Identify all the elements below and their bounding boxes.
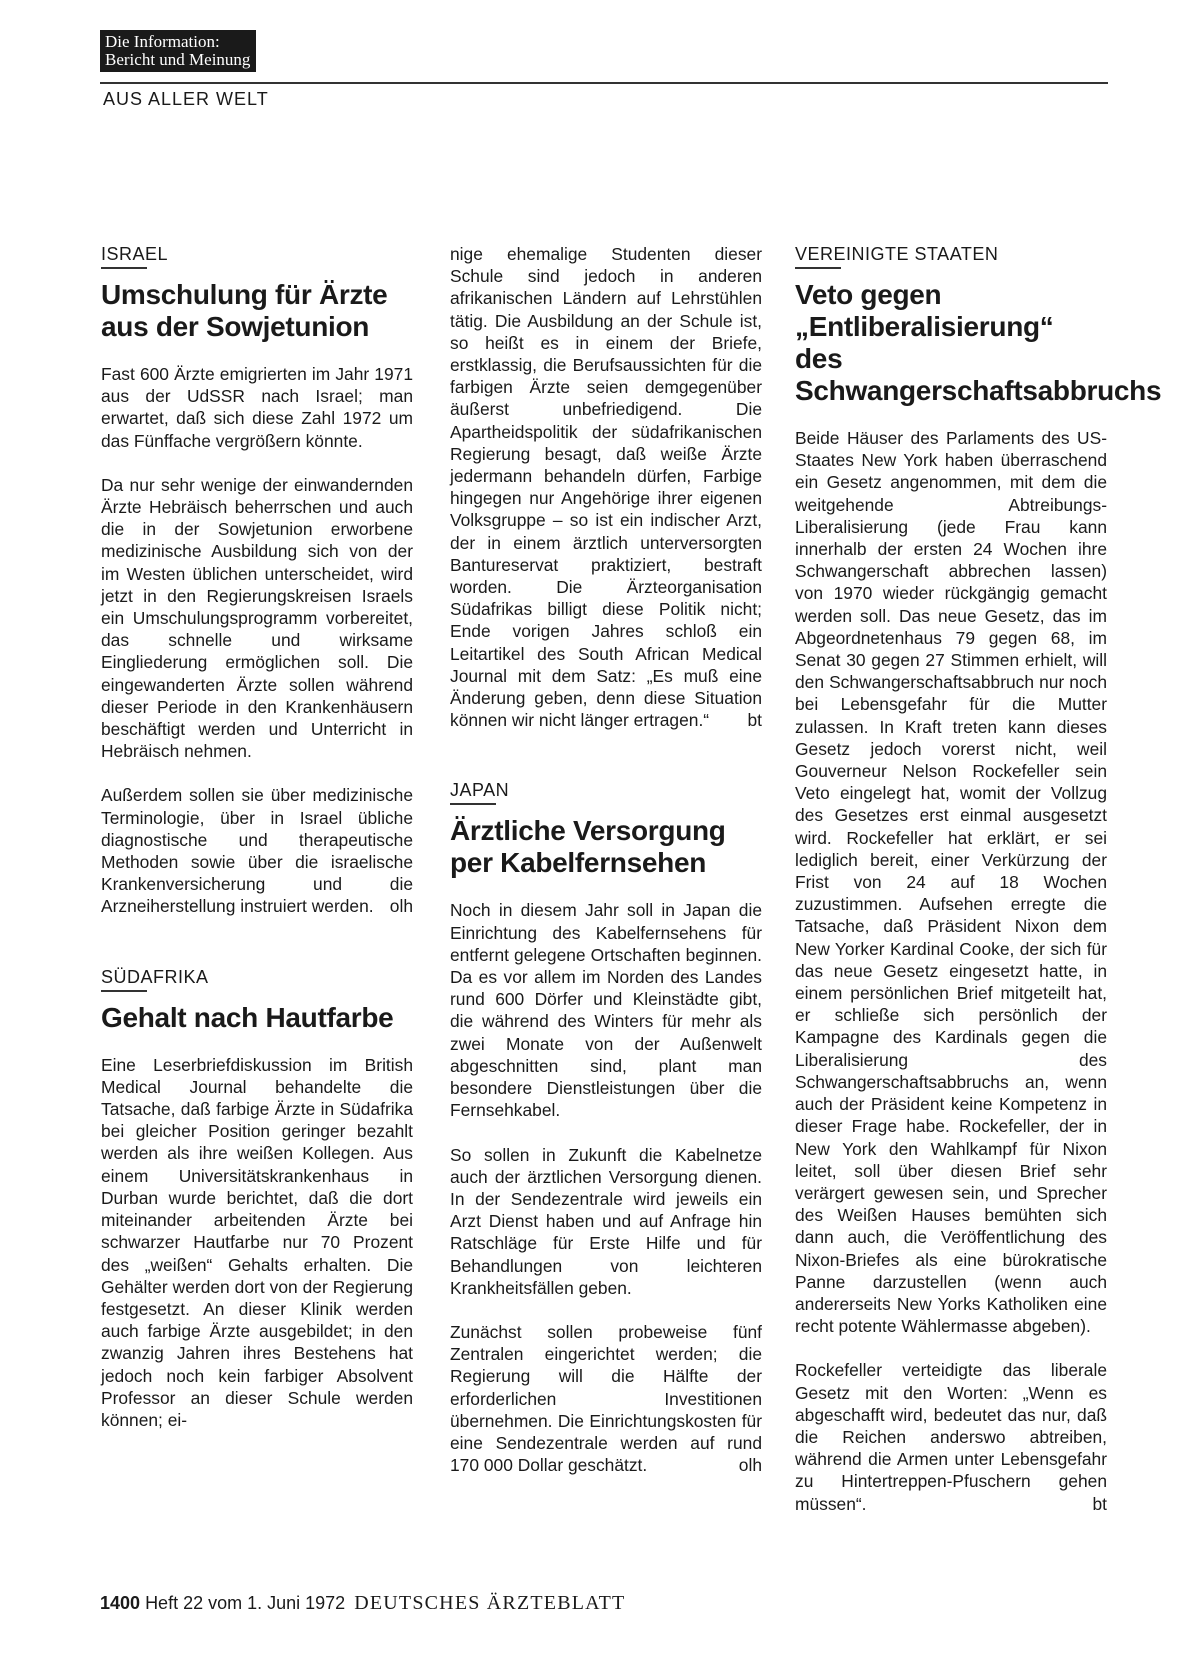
japan-signature: olh [738,1455,762,1476]
top-rule [100,82,1108,84]
israel-paragraph-1: Fast 600 Ärzte emigrierten im Jahr 1971 aus der UdSSR nach Israel; man erwartet, daß sich diese Zahl 1972 um das Fünffache vergrößern könnte. [101,364,413,451]
kicker-israel: ISRAEL [101,244,169,264]
masthead-line-1: Die Information: [105,32,220,51]
page-footer [100,1592,625,1615]
japan-paragraph-3-text: Zunächst sollen probeweise fünf Zentralen eingerichtet werden; die Regierung will die Hälfte der erforderlichen Investitionen übernehmen. Die Einrichtungskosten für eine Sendezentrale werden auf rund 170 000 Dollar geschätzt. [450,1321,762,1476]
masthead [100,30,256,72]
article-israel [101,243,413,918]
kicker-usa: VEREINIGTE STAATEN [795,244,999,264]
suedafrika-paragraph-1-continued [450,243,762,731]
kicker-rule [450,803,496,805]
headline-suedafrika: Gehalt nach Hautfarbe [101,1001,394,1033]
kicker-rule [795,267,841,269]
column-2 [450,243,762,1476]
suedafrika-continued-text: nige ehemalige Studenten dieser Schule sind jedoch in anderen afrikanischen Ländern auf Lehrstühlen tätig. Die Ausbildung an der Schule ist, so heißt es in einem der Briefe, erstklassig, die Berufsaussichten für die farbigen Ärzte seien demgegenüber äußerst unbefriedigend. Die Apartheidspolitik der südafrikanischen Regierung besagt, daß weiße Ärzte jedermann behandeln dürfen, Farbige hingegen nur Angehörige ihrer eigenen Volksgruppe – so ist ein indischer Arzt, der in einem ärztlich unterversorgten Bantureservat praktiziert, bestraft worden. Die Ärzteorganisation Südafrikas billigt diese Politik nicht; Ende vorigen Jahres schloß ein Leitartikel des South African Medical Journal mit dem Satz: „Es muß eine Änderung geben, denn diese Situation können wir nicht länger ertragen.“ [450,244,762,731]
israel-signature: olh [389,896,413,917]
kicker-suedafrika: SÜDAFRIKA [101,966,209,987]
suedafrika-paragraph-1: Eine Leserbriefdiskussion im British Medical Journal behandelte die Tatsache, daß farbige Ärzte in Südafrika bei gleicher Position geringer bezahlt werden als ihre weißen Kollegen. Aus einem Universitätskrankenhaus in Durban wurde berichtet, daß die dort miteinander arbeitenden Ärzte bei schwarzer Hautfarbe nur 70 Prozent des „weißen“ Gehalts erhalten. Die Gehälter werden dort von der Regierung festgesetzt. An dieser Klinik werden auch farbige Ärzte ausgebildet; in den zwanzig Jahren ihres Bestehens hat jedoch noch kein farbiger Absolvent Professor an dieser Schule werden können; ei- [101,1054,413,1430]
article-suedafrika [101,966,413,1431]
section-label: AUS ALLER WELT [103,89,269,109]
column-1 [101,243,413,1431]
article-japan [450,779,762,1476]
article-suedafrika-continued [450,243,762,731]
japan-paragraph-1: Noch in diesem Jahr soll in Japan die Einrichtung des Kabelfernsehens für entfernt gelegene Ortschaften beginnen. Da es vor allem im Norden des Landes rund 600 Dörfer und Kleinstädte gibt, die während des Winters für mehr als zwei Monate von der Außenwelt abgeschnitten sind, plant man besondere Dienstleistungen über die Fernsehkabel. [450,900,762,1121]
kicker-rule [101,990,147,992]
column-3 [795,243,1162,1515]
headline-japan: Ärztliche Versorgung per Kabelfernsehen [450,815,726,879]
usa-signature: bt [1092,1493,1107,1514]
usa-paragraph-2 [795,1359,1107,1514]
suedafrika-signature: bt [747,710,762,731]
article-usa [795,243,1162,1515]
headline-usa: Veto gegen „Entliberalisierung“ des Schwangerschaftsabbruchs [795,279,1162,406]
kicker-japan: JAPAN [450,780,510,801]
israel-paragraph-2: Da nur sehr wenige der einwandernden Ärzte Hebräisch beherrschen und auch die in der Sowjetunion erworbene medizinische Ausbildung sich von der im Westen üblichen unterscheidet, wird jetzt in den Regierungskreisen Israels ein Umschulungsprogramm vorbereitet, das schnelle und wirksame Eingliederung ermöglichen soll. Die eingewanderten Ärzte sollen während dieser Periode in den Krankenhäusern beschäftigt werden und Unterricht in Hebräisch nehmen. [101,474,413,762]
israel-paragraph-3-text: Außerdem sollen sie über medizinische Terminologie, über in Israel übliche diagnostische und therapeutische Methoden sowie über die israelische Krankenversicherung und die Arzneiherstellung instruiert werden. [101,785,413,917]
usa-paragraph-2-text: Rockefeller verteidigte das liberale Gesetz mit den Worten: „Wenn es abgeschafft wird, bedeutet das nur, daß die Reichen anderswo abtreiben, während die Armen unter Lebensgefahr zu Hintertreppen-Pfuschern gehen müssen“. [795,1360,1107,1514]
journal-name: DEUTSCHES ÄRZTEBLATT [354,1592,626,1614]
headline-israel: Umschulung für Ärzte aus der Sowjetunion [101,279,388,342]
page-number: 1400 [100,1593,141,1613]
israel-paragraph-3 [101,784,413,917]
japan-paragraph-2: So sollen in Zukunft die Kabelnetze auch der ärztlichen Versorgung dienen. In der Sendezentrale wird jeweils ein Arzt Dienst haben und auf Anfrage hin Ratschläge für Erste Hilfe und für Behandlungen von leichteren Krankheitsfällen geben. [450,1144,762,1298]
kicker-rule [101,267,147,269]
masthead-line-2: Bericht und Meinung [105,50,251,69]
issue-info: Heft 22 vom 1. Juni 1972 [145,1593,346,1613]
usa-paragraph-1: Beide Häuser des Parlaments des US-Staates New York haben überraschend ein Gesetz angenommen, mit dem die weitgehende Abtreibungs-Liberalisierung (jede Frau kann innerhalb der ersten 24 Wochen ihre Schwangerschaft abbrechen lassen) von 1970 wieder rückgängig gemacht werden soll. Das neue Gesetz, das im Abgeordnetenhaus 79 gegen 68, im Senat 30 gegen 27 Stimmen erhielt, will den Schwangerschaftsabbruch nur noch bei Lebensgefahr für die Mutter zulassen. In Kraft treten kann dieses Gesetz jedoch vorerst nicht, weil Gouverneur Nelson Rockefeller sein Veto eingelegt hat, womit der Vollzug des Gesetzes erst einmal ausgesetzt wird. Rockefeller hat erklärt, er sei lediglich bereit, einer Verkürzung der Frist von 24 auf 18 Wochen zuzustimmen. Aufsehen erregte die Tatsache, daß Präsident Nixon dem New Yorker Kardinal Cooke, der sich für das neue Gesetz eingesetzt hatte, in einem persönlichen Brief mitgeteilt hat, er schließe sich persönlich der Kampagne des Kardinals gegen die Liberalisierung des Schwangerschaftsabbruchs an, wenn auch der Präsident keine Kompetenz in dieser Frage habe. Rockefeller, der in New York den Wahlkampf für Nixon leitet, soll über diesen Brief sehr verärgert gewesen sein, und Sprecher des Weißen Hauses bemühten sich dann auch, die Veröffentlichung des Nixon-Briefes als eine bürokratische Panne darzustellen (wenn auch andererseits New Yorks Katholiken eine recht potente Wählermasse abgeben). [795,428,1107,1337]
japan-paragraph-3 [450,1321,762,1476]
